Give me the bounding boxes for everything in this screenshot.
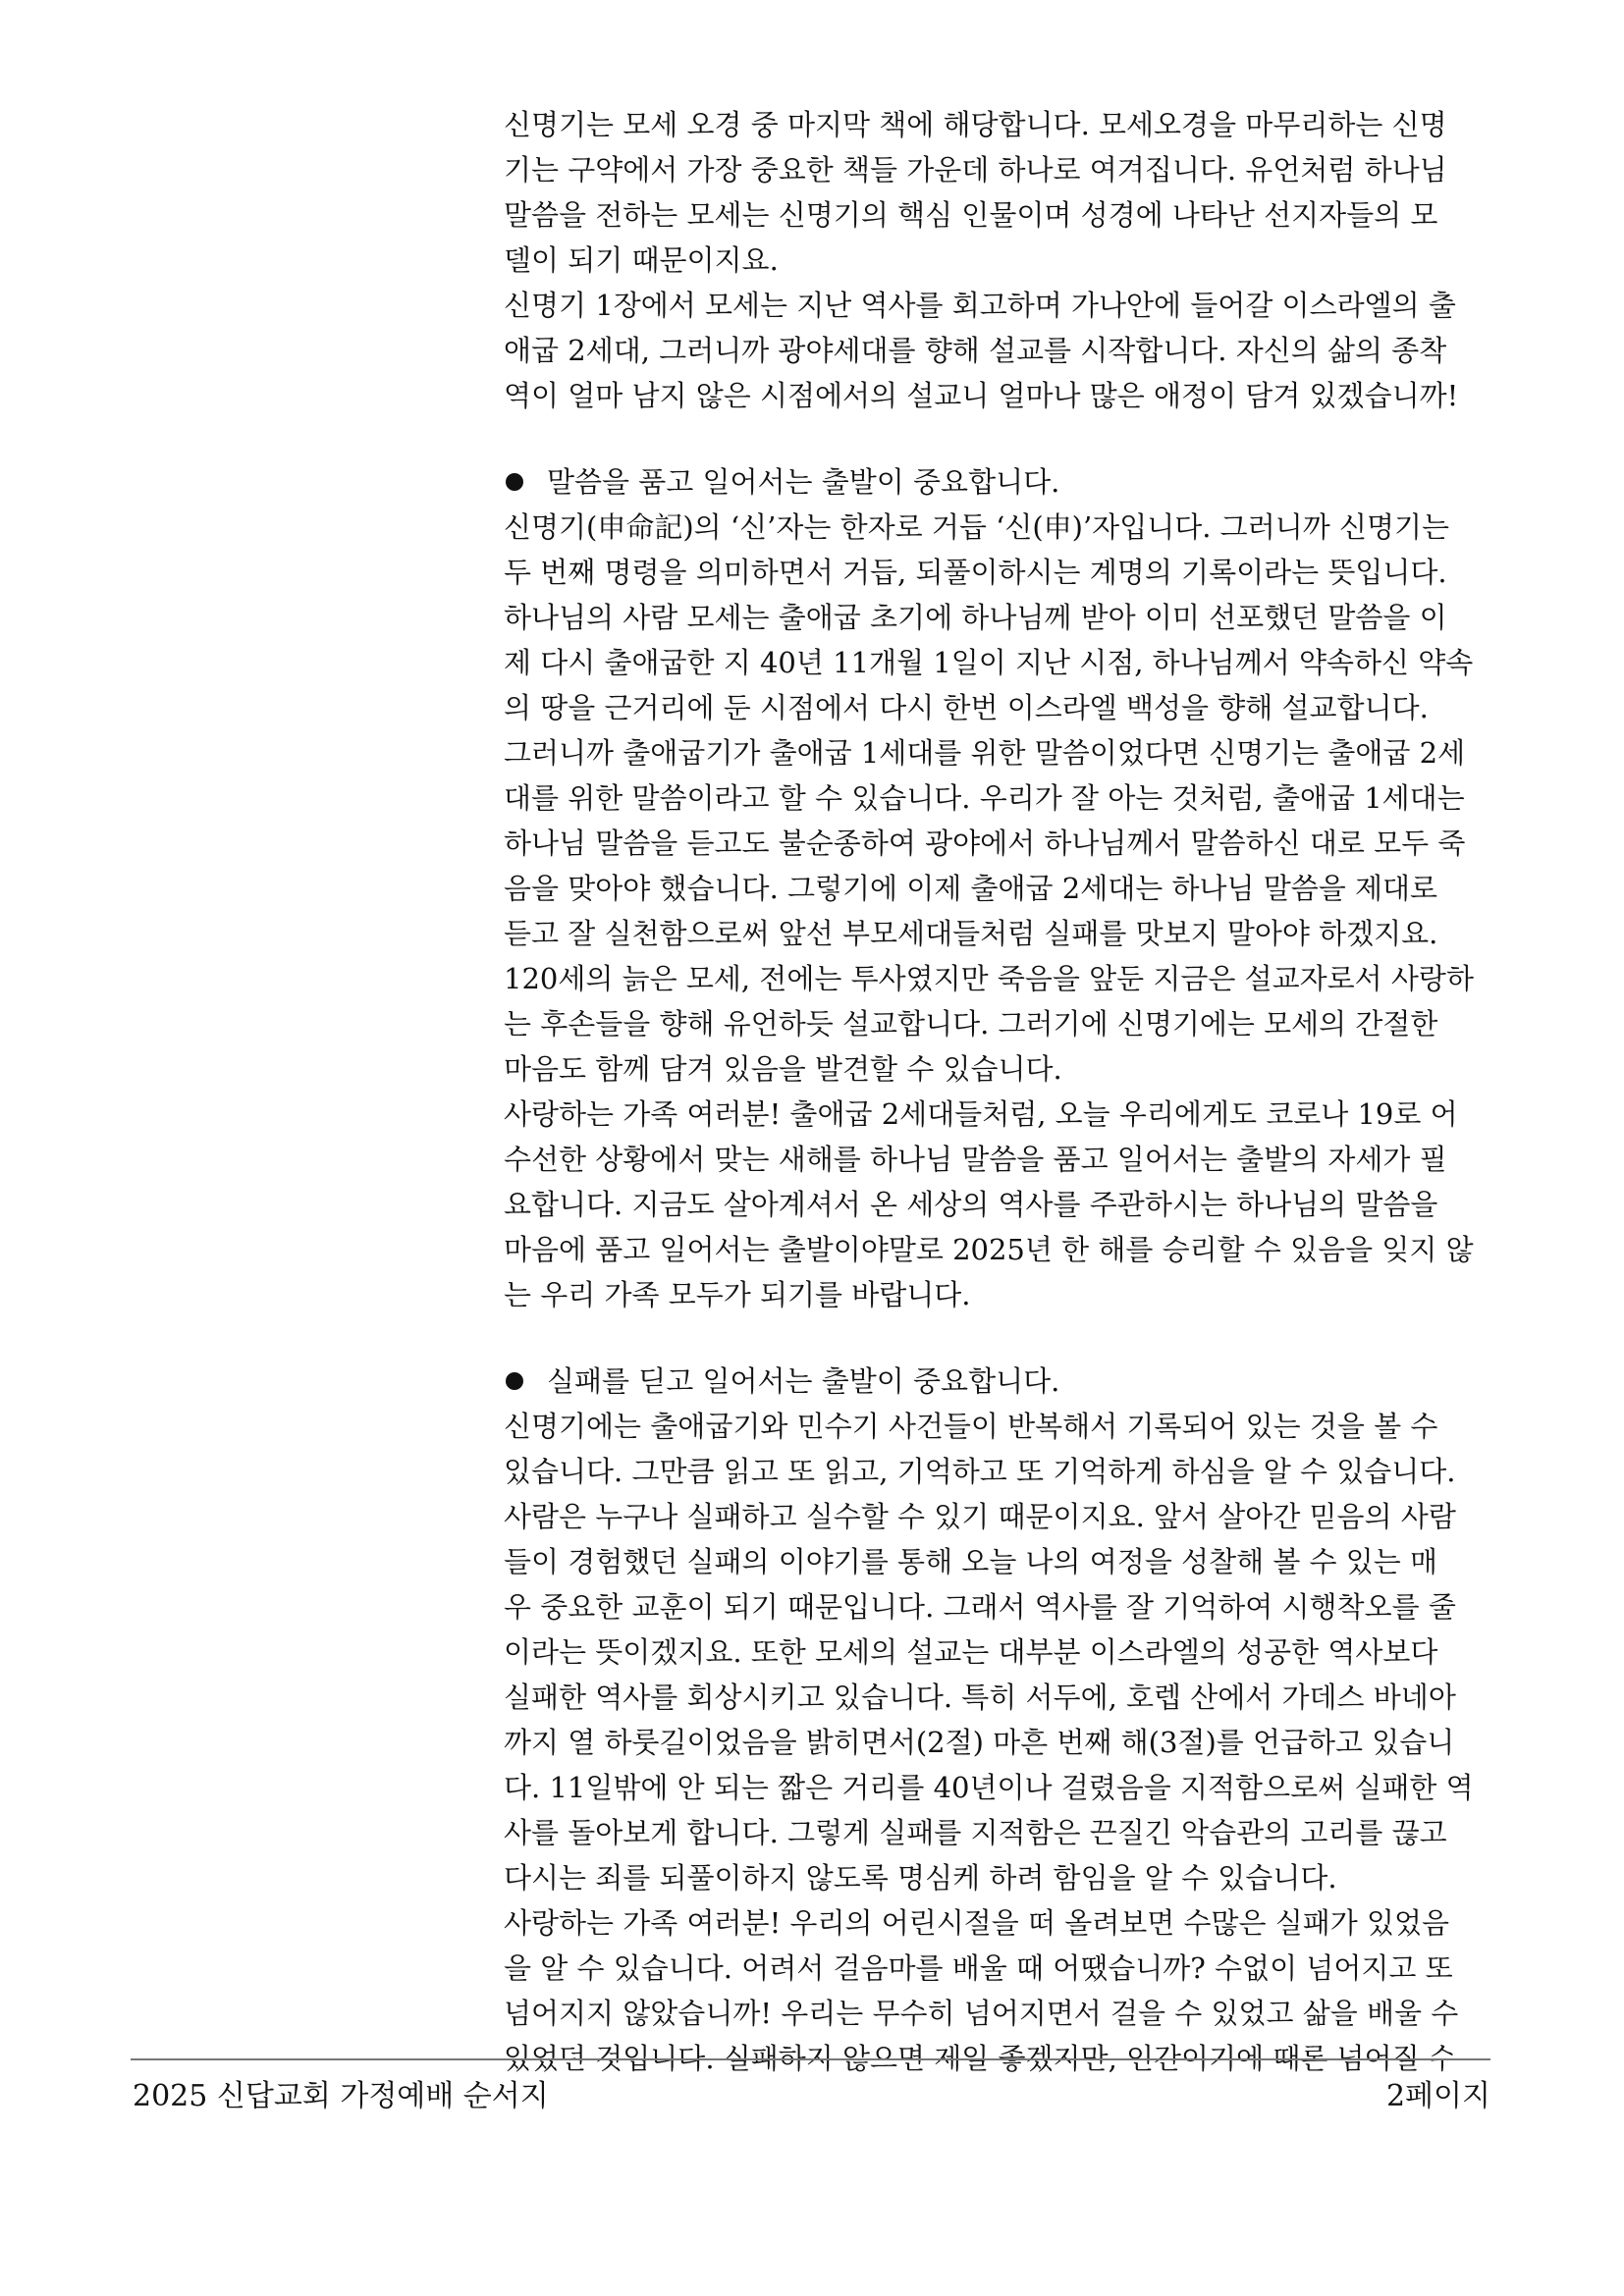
text-line: 하나님의 사람 모세는 출애굽 초기에 하나님께 받아 이미 선포했던 말씀을 이 [504,601,1447,634]
text-line: 120세의 늙은 모세, 전에는 투사였지만 죽음을 앞둔 지금은 설교자로서 사랑하 [504,962,1474,995]
text-line: 우 중요한 교훈이 되기 때문입니다. 그래서 역사를 잘 기억하여 시행착오를 줄 [504,1590,1456,1624]
text-line: 신명기는 모세 오경 중 마지막 책에 해당합니다. 모세오경을 마무리하는 신명 [504,108,1447,141]
page-number: 2페이지 [1385,2079,1490,2113]
intro-paragraph [504,102,1488,418]
text-line: 사랑하는 가족 여러분! 출애굽 2세대들처럼, 오늘 우리에게도 코로나 19로 어 [504,1097,1458,1131]
text-line: 는 우리 가족 모두가 되기를 바랍니다. [504,1278,971,1311]
text-line: 들이 경험했던 실패의 이야기를 통해 오늘 나의 여정을 성찰해 볼 수 있는 매 [504,1545,1438,1578]
text-line: 있습니다. 그만큼 읽고 또 읽고, 기억하고 또 기억하게 하심을 알 수 있습니다. [504,1455,1456,1488]
text-line: 역이 얼마 남지 않은 시점에서의 설교니 얼마나 많은 애정이 담겨 있겠습니까! [504,379,1459,412]
text-line: 넘어지지 않았습니까! 우리는 무수히 넘어지면서 걸을 수 있었고 삶을 배울 수 [504,1997,1459,2030]
text-line: 말씀을 전하는 모세는 신명기의 핵심 인물이며 성경에 나타난 선지자들의 모 [504,198,1438,232]
paragraph-gap [504,418,1488,459]
text-line: 제 다시 출애굽한 지 40년 11개월 1일이 지난 시점, 하나님께서 약속하신 약속 [504,646,1474,679]
document-body [504,102,1488,2081]
text-line: 신명기 1장에서 모세는 지난 역사를 회고하며 가나안에 들어갈 이스라엘의 출 [504,289,1456,322]
bullet-icon [506,1372,523,1390]
text-line: 실패한 역사를 회상시키고 있습니다. 특히 서두에, 호렙 산에서 가데스 바네아 [504,1681,1456,1714]
text-line: 애굽 2세대, 그러니까 광야세대를 향해 설교를 시작합니다. 자신의 삶의 종착 [504,334,1447,367]
text-line: 다. 11일밖에 안 되는 짧은 거리를 40년이나 걸렸음을 지적함으로써 실패한 역 [504,1771,1474,1804]
text-line: 는 후손들을 향해 유언하듯 설교합니다. 그러기에 신명기에는 모세의 간절한 [504,1007,1438,1041]
text-line: 다시는 죄를 되풀이하지 않도록 명심케 하려 함임을 알 수 있습니다. [504,1861,1337,1895]
section-heading [504,459,1488,505]
bullet-icon [506,473,523,491]
text-line: 을 알 수 있습니다. 어려서 걸음마를 배울 때 어땠습니까? 수없이 넘어지고 또 [504,1951,1453,1985]
section-paragraph [504,1404,1488,2081]
text-line: 사를 돌아보게 합니다. 그렇게 실패를 지적함은 끈질긴 악습관의 고리를 끊고 [504,1816,1447,1849]
section-paragraph [504,505,1488,1317]
text-line: 두 번째 명령을 의미하면서 거듭, 되풀이하시는 계명의 기록이라는 뜻입니다. [504,556,1447,589]
text-line: 듣고 잘 실천함으로써 앞선 부모세대들처럼 실패를 맛보지 말아야 하겠지요. [504,917,1438,950]
section-heading [504,1359,1488,1404]
footer-divider [131,2058,1490,2060]
paragraph-gap [504,1317,1488,1359]
text-line: 신명기에는 출애굽기와 민수기 사건들이 반복해서 기록되어 있는 것을 볼 수 [504,1410,1438,1443]
text-line: 이라는 뜻이겠지요. 또한 모세의 설교는 대부분 이스라엘의 성공한 역사보다 [504,1635,1438,1669]
text-line: 수선한 상황에서 맞는 새해를 하나님 말씀을 품고 일어서는 출발의 자세가 필 [504,1143,1447,1176]
text-line: 하나님 말씀을 듣고도 불순종하여 광야에서 하나님께서 말씀하신 대로 모두 죽 [504,827,1466,860]
text-line: 마음도 함께 담겨 있음을 발견할 수 있습니다. [504,1052,1062,1086]
text-line: 까지 열 하룻길이었음을 밝히면서(2절) 마흔 번째 해(3절)를 언급하고 있습니 [504,1726,1455,1759]
text-line: 의 땅을 근거리에 둔 시점에서 다시 한번 이스라엘 백성을 향해 설교합니다. [504,691,1429,724]
text-line: 신명기(申命記)의 ‘신’자는 한자로 거듭 ‘신(申)’자입니다. 그러니까 신명기는 [504,510,1450,544]
text-line: 사람은 누구나 실패하고 실수할 수 있기 때문이지요. 앞서 살아간 믿음의 사람 [504,1500,1456,1533]
text-line: 마음에 품고 일어서는 출발이야말로 2025년 한 해를 승리할 수 있음을 잊지 않 [504,1233,1474,1266]
text-line: 있었던 것입니다. 실패하지 않으면 제일 좋겠지만, 인간이기에 때론 넘어질 수 [504,2042,1456,2075]
footer-title: 2025 신답교회 가정예배 순서지 [133,2079,549,2113]
section-heading-text: 말씀을 품고 일어서는 출발이 중요합니다. [547,465,1060,499]
section-heading-text: 실패를 딛고 일어서는 출발이 중요합니다. [547,1364,1060,1398]
text-line: 그러니까 출애굽기가 출애굽 1세대를 위한 말씀이었다면 신명기는 출애굽 2세 [504,736,1466,770]
text-line: 대를 위한 말씀이라고 할 수 있습니다. 우리가 잘 아는 것처럼, 출애굽 1세대는 [504,781,1465,815]
text-line: 사랑하는 가족 여러분! 우리의 어린시절을 떠 올려보면 수많은 실패가 있었음 [504,1906,1450,1940]
text-line: 델이 되기 때문이지요. [504,243,779,277]
text-line: 음을 맞아야 했습니다. 그렇기에 이제 출애굽 2세대는 하나님 말씀을 제대로 [504,872,1438,905]
text-line: 요합니다. 지금도 살아계셔서 온 세상의 역사를 주관하시는 하나님의 말씀을 [504,1188,1438,1221]
text-line: 기는 구약에서 가장 중요한 책들 가운데 하나로 여겨집니다. 유언처럼 하나님 [504,153,1447,187]
